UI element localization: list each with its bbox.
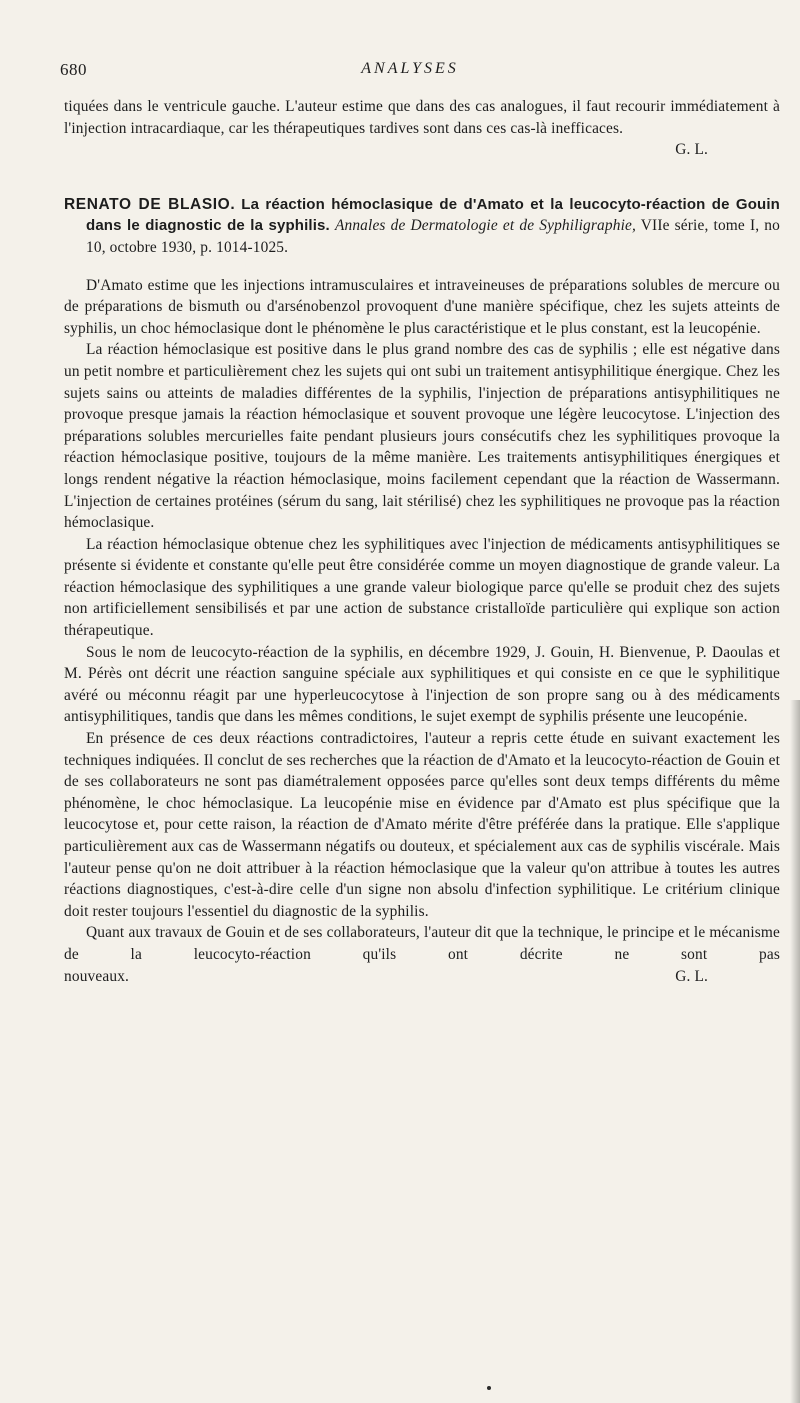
review-heading <box>64 194 780 259</box>
review-citation: VIIe série, tome I, no 10, octobre 1930, p. 1014-1025. <box>86 217 780 256</box>
page-body <box>64 96 780 987</box>
review-signature: G. L. <box>675 967 708 985</box>
previous-review-text: tiquées dans le ventricule gauche. L'auteur estime que dans des cas analogues, il faut recourir immédiatement à l'injection intracardiaque, car les thérapeutiques tardives sont dans ces cas-là inefficaces. <box>64 98 780 137</box>
review-title: La réaction hémoclasique de d'Amato et la leucocyto-réaction de Gouin dans le diagnostic de la syphilis. <box>86 195 780 235</box>
running-title: ANALYSES <box>361 60 459 77</box>
review-author: RENATO DE BLASIO. <box>64 195 236 213</box>
review-paragraph: La réaction hémoclasique est positive dans le plus grand nombre des cas de syphilis ; elle est négative dans un petit nombre et particulièrement chez les sujets qui ont subi un traitement antisyphilitique énergique. Chez les sujets sains ou atteints de maladies différentes de la syphilis, l'injection de préparations antisyphilitiques ne provoque presque jamais la réaction hémoclasique et souvent provoque une légère leucocytose. L'injection des préparations solubles mercurielles faite pendant plusieurs jours consécutifs chez les syphilitiques provoque la réaction hémoclasique positive, toujours de la même manière. Les traitements antisyphilitiques énergiques et longs rendent négative la réaction hémoclasique, moins facilement cependant que la réaction de Wassermann. L'injection de certaines protéines (sérum du sang, lait stérilisé) chez les syphilitiques ne provoque pas la réaction hémoclasique. <box>64 341 780 532</box>
review-paragraph: D'Amato estime que les injections intramusculaires et intraveineuses de préparations solubles de mercure ou de préparations de bismuth ou d'arsénobenzol provoquent d'une manière spécifique, chez les sujets atteints de syphilis, un choc hémoclasique dont le phénomène le plus caractéristique et le plus constant, est la leucopénie. <box>64 276 780 337</box>
review-final-line <box>64 966 780 988</box>
review-paragraph: Sous le nom de leucocyto-réaction de la syphilis, en décembre 1929, J. Gouin, H. Bienvenue, P. Daoulas et M. Pérès ont décrit une réaction sanguine spéciale aux syphilitiques et qui consiste en ce que le syphilitique avéré ou méconnu réagit par une hyperleucocytose à l'injection de son propre sang ou à des médicaments antisyphilitiques, tandis que dans les mêmes conditions, le sujet exempt de syphilis présente une leucopénie. <box>64 643 780 726</box>
previous-review-signature: G. L. <box>675 141 708 159</box>
page-number: 680 <box>60 60 87 79</box>
review-journal: Annales de Dermatologie et de Syphiligraphie, <box>334 217 636 235</box>
review-paragraph: En présence de ces deux réactions contradictoires, l'auteur a repris cette étude en suivant exactement les techniques indiquées. Il conclut de ses recherches que la réaction de d'Amato et la leucocyto-réaction de Gouin et de ses collaborateurs ne sont pas diamétralement opposées parce qu'elles sont deux temps différents du même phénomène, le choc hémoclasique. La leucopénie mise en évidence par d'Amato est plus spécifique que la leucocytose et, pour cette raison, la réaction de d'Amato mérite d'être préférée dans la pratique. Elle s'applique particulièrement aux cas de Wassermann négatifs ou douteux, et spécialement aux cas de syphilis viscérale. Mais l'auteur pense qu'on ne doit attribuer à la réaction hémoclasique que la valeur qu'on attribue à toutes les autres réactions diagnostiques, c'est-à-dire celle d'un signe non absolu d'infection syphilitique. Le critérium clinique doit rester toujours l'essentiel du diagnostic de la syphilis. <box>64 730 780 920</box>
review-paragraph: La réaction hémoclasique obtenue chez les syphilitiques avec l'injection de médicaments antisyphilitiques se présente si évidente et constante qu'elle peut être considérée comme un moyen diagnostique de grande valeur. La réaction hémoclasique des syphilitiques a une grande valeur biologique parce qu'elle se produit chez des sujets non artificiellement sensibilisés et par une action de substance cristalloïde particulière qui explique son action thérapeutique. <box>64 535 780 640</box>
page-edge-shadow <box>790 700 800 1403</box>
review-final-paragraph: Quant aux travaux de Gouin et de ses collaborateurs, l'auteur dit que la technique, le principe et le mécanisme de la leucocyto-réaction qu'ils ont décrite ne sont pas <box>64 924 780 963</box>
ink-dot <box>487 1386 491 1390</box>
review-final-word: nouveaux. <box>64 967 130 985</box>
page-header <box>60 60 760 84</box>
